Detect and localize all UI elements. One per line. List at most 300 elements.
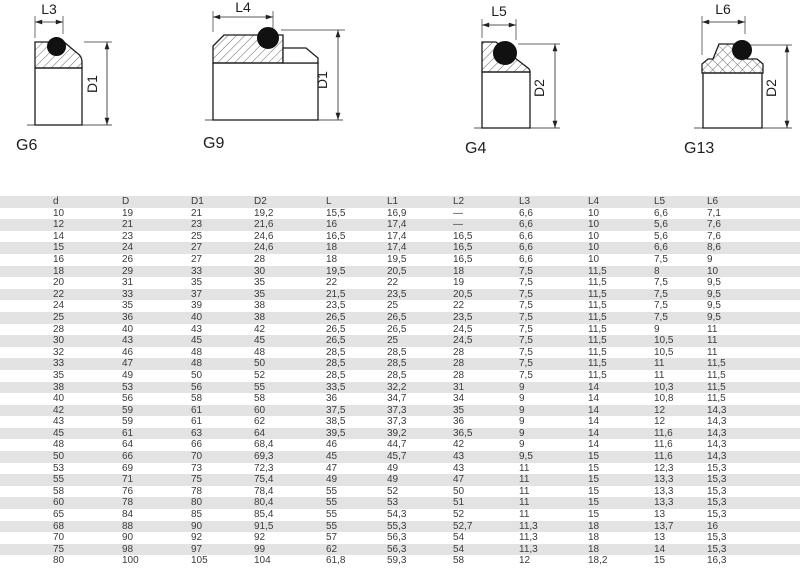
table-cell: 25 — [191, 230, 203, 242]
table-cell: 14 — [588, 439, 600, 451]
table-cell: 13 — [654, 509, 666, 521]
table-cell: 48 — [191, 346, 203, 358]
table-cell: 38 — [254, 300, 266, 312]
table-cell: 18 — [588, 520, 600, 532]
table-cell: 11,5 — [588, 300, 607, 312]
table-cell: 13 — [654, 532, 666, 544]
table-cell: 7,5 — [654, 277, 668, 289]
table-cell: 66 — [191, 439, 203, 451]
table-cell: 69 — [122, 462, 134, 474]
table-cell: 55 — [326, 509, 338, 521]
table-cell: 61 — [191, 404, 203, 416]
table-cell: 7,5 — [519, 265, 533, 277]
table-cell: 7,5 — [654, 300, 668, 312]
table-cell: 33,5 — [326, 381, 346, 393]
table-cell: 9 — [654, 323, 660, 335]
table-cell: 61,8 — [326, 555, 346, 567]
table-cell: 11,5 — [588, 335, 607, 347]
table-cell: 16,3 — [707, 555, 727, 567]
table-cell: 9 — [519, 439, 525, 451]
seal-heel — [283, 48, 318, 63]
table-cell: 40 — [53, 393, 65, 405]
table-cell: 66 — [122, 451, 134, 463]
table-cell: 7,5 — [519, 346, 533, 358]
table-row — [0, 231, 800, 243]
table-cell: 91,5 — [254, 520, 274, 532]
table-cell: 97 — [191, 543, 203, 555]
table-cell: 46 — [326, 439, 338, 451]
table-cell: 38 — [53, 381, 65, 393]
table-cell: 7,5 — [519, 369, 533, 381]
table-row — [0, 497, 800, 509]
table-cell: 6,6 — [519, 253, 533, 265]
table-cell: 85,4 — [254, 509, 274, 521]
table-cell: 45 — [53, 427, 65, 439]
row-spacer — [0, 219, 46, 231]
table-cell: 24 — [122, 242, 134, 254]
table-cell: 65 — [53, 509, 65, 521]
table-cell: 11 — [519, 485, 530, 497]
table-cell: 38,5 — [326, 416, 346, 428]
table-cell: 12 — [654, 404, 666, 416]
table-cell: 28 — [254, 253, 266, 265]
table-cell: 7,5 — [519, 288, 533, 300]
table-cell: 10,8 — [654, 393, 674, 405]
column-header: L4 — [588, 196, 600, 207]
table-cell: 69,3 — [254, 451, 274, 463]
table-cell: 25 — [53, 311, 65, 323]
table-row — [0, 289, 800, 301]
table-cell: 92 — [254, 532, 266, 544]
table-cell: 9 — [519, 404, 525, 416]
table-cell: 17,4 — [387, 242, 407, 254]
table-cell: 10,3 — [654, 381, 674, 393]
table-cell: 40 — [122, 323, 134, 335]
table-cell: 20,5 — [387, 265, 407, 277]
o-ring — [48, 38, 66, 56]
table-cell: 31 — [453, 381, 465, 393]
table-cell: 18,2 — [588, 555, 608, 567]
table-row — [0, 509, 800, 521]
table-cell: 21 — [122, 219, 134, 231]
table-cell: 23,5 — [326, 300, 346, 312]
table-cell: 23,5 — [453, 311, 473, 323]
table-cell: 27 — [191, 242, 203, 254]
table-cell: 62 — [254, 416, 266, 428]
table-cell: 14,3 — [707, 404, 727, 416]
row-spacer — [0, 416, 46, 428]
table-cell: 32,2 — [387, 381, 407, 393]
table-cell: 11,5 — [588, 265, 607, 277]
table-cell: 19 — [453, 277, 465, 289]
table-cell: 36 — [453, 416, 465, 428]
row-spacer — [0, 358, 46, 370]
row-spacer — [0, 324, 46, 336]
table-cell: 9 — [519, 381, 525, 393]
table-cell: 80,4 — [254, 497, 274, 509]
table-cell: 43 — [122, 335, 134, 347]
table-cell: 72,3 — [254, 462, 274, 474]
table-cell: 43 — [191, 323, 203, 335]
table-cell: 11,3 — [519, 532, 538, 544]
table-cell: 43 — [453, 451, 465, 463]
table-cell: 55 — [326, 497, 338, 509]
table-cell: 30 — [254, 265, 266, 277]
table-cell: 13,3 — [654, 497, 674, 509]
table-cell: 25 — [387, 335, 399, 347]
table-cell: 16,9 — [387, 207, 407, 219]
table-cell: 21,5 — [326, 288, 346, 300]
table-cell: 75 — [191, 474, 203, 486]
table-cell: 15,3 — [707, 497, 727, 509]
row-spacer — [0, 196, 46, 208]
table-cell: 7,5 — [519, 311, 533, 323]
table-row — [0, 416, 800, 428]
table-cell: 48 — [254, 346, 266, 358]
table-cell: 22 — [453, 300, 465, 312]
row-spacer — [0, 370, 46, 382]
table-cell: 15 — [588, 485, 600, 497]
row-spacer — [0, 242, 46, 254]
table-row — [0, 439, 800, 451]
table-cell: — — [453, 207, 463, 219]
table-cell: 84 — [122, 509, 134, 521]
table-cell: 11 — [519, 497, 530, 509]
table-cell: 11,6 — [654, 427, 673, 439]
table-cell: 23 — [191, 219, 203, 231]
table-cell: 53 — [387, 497, 399, 509]
table-cell: 11 — [519, 474, 530, 486]
table-cell: 29 — [122, 265, 134, 277]
table-cell: 63 — [191, 427, 203, 439]
table-cell: 35 — [53, 369, 65, 381]
table-row — [0, 358, 800, 370]
table-cell: 55 — [326, 520, 338, 532]
row-spacer — [0, 254, 46, 266]
table-cell: 43 — [53, 416, 65, 428]
table-cell: 17,4 — [387, 219, 407, 231]
table-cell: 18 — [326, 242, 338, 254]
table-cell: 10 — [53, 207, 65, 219]
table-cell: 8 — [654, 265, 660, 277]
table-cell: 28 — [453, 358, 465, 370]
table-cell: 52 — [254, 369, 266, 381]
row-spacer — [0, 509, 46, 521]
seal-body — [213, 63, 318, 120]
column-header: D2 — [254, 196, 267, 207]
column-header: D1 — [191, 196, 204, 207]
seal-body — [703, 73, 762, 128]
table-row — [0, 277, 800, 289]
table-header-row — [0, 196, 800, 208]
table-cell: 15,3 — [707, 509, 727, 521]
table-cell: 14 — [588, 416, 600, 428]
table-cell: 22 — [53, 288, 65, 300]
dimension-table — [0, 196, 800, 567]
row-spacer — [0, 208, 46, 220]
table-cell: 14 — [588, 427, 600, 439]
table-cell: 42 — [53, 404, 65, 416]
table-cell: 75,4 — [254, 474, 274, 486]
table-cell: 28,5 — [387, 346, 407, 358]
table-cell: 60 — [53, 497, 65, 509]
table-row — [0, 393, 800, 405]
table-cell: 88 — [122, 520, 134, 532]
column-header: L1 — [387, 196, 399, 207]
table-cell: 53 — [53, 462, 65, 474]
table-cell: 39,5 — [326, 427, 346, 439]
table-cell: 85 — [191, 509, 203, 521]
table-cell: 14,3 — [707, 416, 727, 428]
table-cell: 6,6 — [519, 230, 533, 242]
table-cell: 7,5 — [519, 358, 533, 370]
table-cell: 37,3 — [387, 404, 407, 416]
table-cell: 50 — [453, 485, 465, 497]
table-cell: 33 — [53, 358, 65, 370]
profile-label-g4: G4 — [465, 140, 487, 157]
table-cell: 15 — [588, 497, 600, 509]
table-cell: 104 — [254, 555, 271, 567]
table-cell: 37 — [191, 288, 203, 300]
table-cell: 23,5 — [387, 288, 407, 300]
profile-label-g6: G6 — [16, 137, 38, 154]
table-cell: 11,5 — [588, 369, 607, 381]
table-cell: 105 — [191, 555, 208, 567]
row-spacer — [0, 335, 46, 347]
table-cell: 61 — [191, 416, 203, 428]
table-cell: 35 — [122, 300, 134, 312]
table-row — [0, 463, 800, 475]
table-cell: 25 — [387, 300, 399, 312]
table-cell: 16,5 — [453, 253, 473, 265]
table-cell: 35 — [254, 277, 266, 289]
table-cell: 35 — [453, 404, 465, 416]
o-ring — [258, 28, 279, 49]
table-cell: 49 — [387, 462, 399, 474]
row-spacer — [0, 393, 46, 405]
table-cell: 59 — [122, 404, 134, 416]
table-cell: 15 — [588, 462, 600, 474]
table-row — [0, 370, 800, 382]
row-spacer — [0, 555, 46, 567]
row-spacer — [0, 277, 46, 289]
table-cell: 47 — [122, 358, 134, 370]
table-cell: 18 — [588, 532, 600, 544]
table-cell: 7,5 — [654, 288, 668, 300]
table-row — [0, 486, 800, 498]
column-header: L3 — [519, 196, 531, 207]
table-cell: 11,5 — [588, 323, 607, 335]
table-cell: 10 — [588, 253, 600, 265]
table-cell: 24 — [53, 300, 65, 312]
table-cell: 11,3 — [519, 543, 538, 555]
table-cell: 13,3 — [654, 485, 674, 497]
row-spacer — [0, 231, 46, 243]
table-cell: 9 — [519, 393, 525, 405]
table-cell: 6,6 — [519, 242, 533, 254]
table-cell: 30 — [53, 335, 65, 347]
label-d2: D2 — [763, 79, 779, 97]
table-cell: 52,7 — [453, 520, 473, 532]
table-cell: 45 — [254, 335, 266, 347]
table-cell: 18 — [53, 265, 65, 277]
table-cell: 76 — [122, 485, 134, 497]
table-cell: 13,3 — [654, 474, 674, 486]
label-l4: L4 — [235, 0, 251, 15]
row-spacer — [0, 439, 46, 451]
table-cell: 14 — [588, 381, 600, 393]
table-cell: 56,3 — [387, 543, 407, 555]
table-cell: 15 — [588, 474, 600, 486]
label-d1: D1 — [314, 71, 330, 89]
column-header: D — [122, 196, 130, 207]
seal-profile-g9 — [203, 0, 345, 152]
table-cell: 11,5 — [707, 369, 726, 381]
table-cell: 47 — [326, 462, 338, 474]
table-cell: 28,5 — [326, 346, 346, 358]
table-cell: 14 — [53, 230, 65, 242]
table-cell: 80 — [191, 497, 203, 509]
table-cell: 6,6 — [654, 242, 668, 254]
table-cell: 15,3 — [707, 532, 727, 544]
table-cell: 58 — [53, 485, 65, 497]
table-cell: 36,5 — [453, 427, 473, 439]
table-cell: 24,6 — [254, 230, 274, 242]
table-cell: 58 — [191, 393, 203, 405]
column-header: L2 — [453, 196, 465, 207]
table-cell: 49 — [326, 474, 338, 486]
dimension-extension-lines — [35, 16, 112, 42]
table-cell: 16 — [326, 219, 338, 231]
table-cell: 10 — [588, 219, 600, 231]
table-cell: 36 — [122, 311, 134, 323]
table-cell: 14,3 — [707, 451, 727, 463]
table-cell: 75 — [53, 543, 65, 555]
table-cell: 20,5 — [453, 288, 473, 300]
table-cell: 11,5 — [707, 381, 726, 393]
table-cell: 12 — [519, 555, 531, 567]
table-cell: 48 — [191, 358, 203, 370]
table-cell: 55 — [254, 381, 266, 393]
table-row — [0, 451, 800, 463]
table-cell: 56 — [191, 381, 203, 393]
table-cell: 26,5 — [387, 323, 407, 335]
table-cell: 21,6 — [254, 219, 274, 231]
table-cell: 38 — [254, 311, 266, 323]
table-cell: 15,3 — [707, 485, 727, 497]
column-header: L5 — [654, 196, 666, 207]
row-spacer — [0, 532, 46, 544]
table-cell: 15 — [588, 451, 600, 463]
row-spacer — [0, 463, 46, 475]
table-row — [0, 405, 800, 417]
table-cell: 43 — [453, 462, 465, 474]
table-cell: 8,6 — [707, 242, 721, 254]
table-row — [0, 544, 800, 556]
table-row — [0, 335, 800, 347]
table-cell: 19 — [122, 207, 134, 219]
row-spacer — [0, 521, 46, 533]
table-cell: — — [453, 219, 463, 231]
table-cell: 15,3 — [707, 462, 727, 474]
table-cell: 15,3 — [707, 474, 727, 486]
table-cell: 80 — [53, 555, 65, 567]
table-cell: 78 — [122, 497, 134, 509]
table-cell: 31 — [122, 277, 134, 289]
label-l5: L5 — [491, 3, 507, 19]
table-cell: 12 — [53, 219, 65, 231]
dimension-extension-lines — [482, 19, 560, 44]
table-row — [0, 521, 800, 533]
table-cell: 9,5 — [519, 451, 533, 463]
table-cell: 40 — [191, 311, 203, 323]
table-cell: 13,7 — [654, 520, 674, 532]
label-d1: D1 — [84, 75, 100, 93]
row-spacer — [0, 474, 46, 486]
table-cell: 27 — [191, 253, 203, 265]
table-row — [0, 428, 800, 440]
table-cell: 11,5 — [588, 358, 607, 370]
table-cell: 55 — [53, 474, 65, 486]
row-spacer — [0, 382, 46, 394]
table-cell: 36 — [326, 393, 338, 405]
table-cell: 18 — [326, 253, 338, 265]
table-cell: 11 — [707, 323, 718, 335]
seal-body — [482, 72, 530, 128]
table-cell: 26,5 — [387, 311, 407, 323]
table-cell: 32 — [53, 346, 65, 358]
table-cell: 18 — [588, 543, 600, 555]
table-cell: 7,1 — [707, 207, 721, 219]
profile-label-g13: G13 — [684, 140, 715, 157]
table-cell: 45 — [326, 451, 338, 463]
table-cell: 11,5 — [707, 358, 726, 370]
table-cell: 26,5 — [326, 311, 346, 323]
table-cell: 19,2 — [254, 207, 274, 219]
table-cell: 92 — [191, 532, 203, 544]
table-cell: 57 — [326, 532, 338, 544]
table-cell: 15 — [588, 509, 600, 521]
table-cell: 7,6 — [707, 219, 721, 231]
table-row — [0, 266, 800, 278]
column-header: L6 — [707, 196, 719, 207]
table-cell: 14 — [588, 393, 600, 405]
table-cell: 7,5 — [654, 311, 668, 323]
table-cell: 61 — [122, 427, 134, 439]
table-cell: 16 — [53, 253, 65, 265]
row-spacer — [0, 405, 46, 417]
table-cell: 16,5 — [326, 230, 346, 242]
table-cell: 11,5 — [588, 311, 607, 323]
table-cell: 52 — [387, 485, 399, 497]
label-l3: L3 — [41, 1, 57, 17]
table-cell: 16 — [707, 520, 719, 532]
table-cell: 53 — [122, 381, 134, 393]
table-cell: 54 — [453, 532, 465, 544]
seal-profile-drawings — [0, 0, 800, 196]
table-row — [0, 382, 800, 394]
table-cell: 54,3 — [387, 509, 407, 521]
table-cell: 49 — [387, 474, 399, 486]
table-cell: 64 — [122, 439, 134, 451]
table-cell: 14 — [654, 543, 666, 555]
table-cell: 9 — [519, 416, 525, 428]
table-cell: 6,6 — [519, 207, 533, 219]
table-cell: 35 — [191, 277, 203, 289]
table-cell: 59 — [122, 416, 134, 428]
table-cell: 50 — [254, 358, 266, 370]
table-cell: 28,5 — [326, 369, 346, 381]
